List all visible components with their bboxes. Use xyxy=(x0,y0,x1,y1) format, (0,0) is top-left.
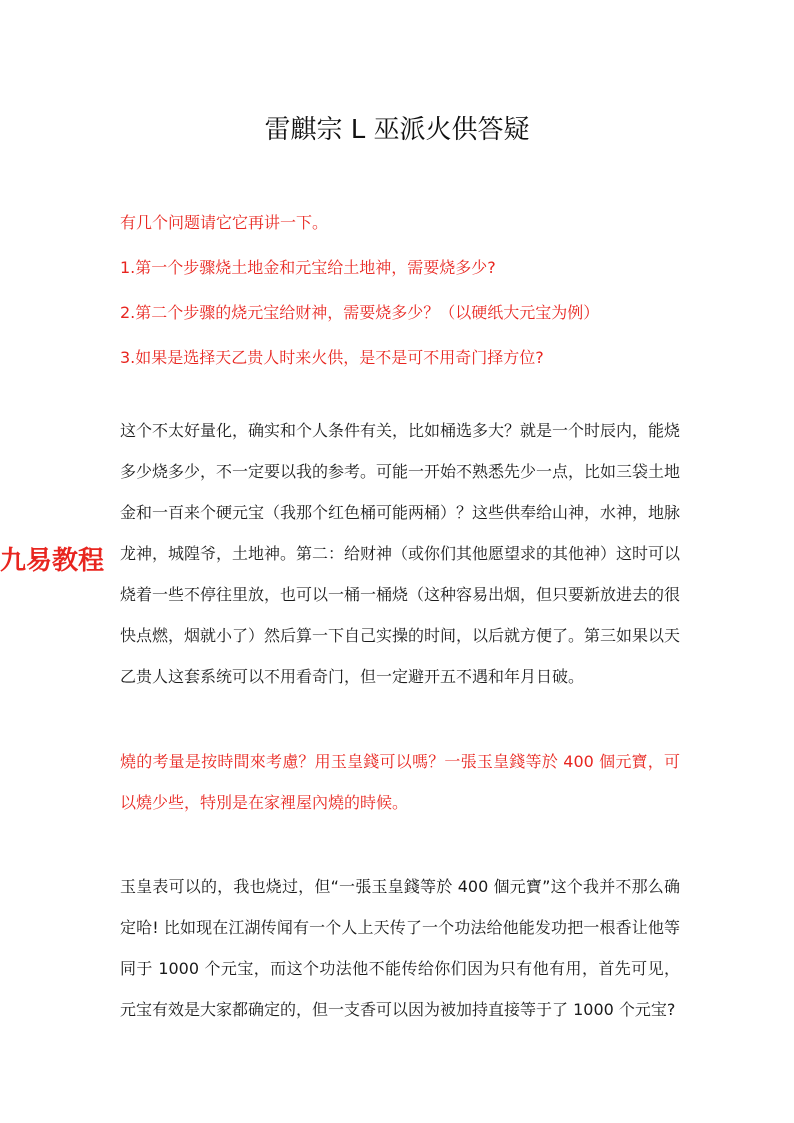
question-item-3: 3.如果是选择天乙贵人时来火供，是不是可不用奇门择方位? xyxy=(120,348,544,367)
watermark-text: 九易教程 xyxy=(0,546,105,576)
question-item-1: 1.第一个步骤烧土地金和元宝给土地神，需要烧多少? xyxy=(120,258,496,277)
question-paragraph-2: 燒的考量是按時間來考慮？用玉皇錢可以嗎？一張玉皇錢等於 400 個元寶，可以燒少些，特別是在家裡屋內燒的時候。 xyxy=(120,752,680,812)
question-item-2: 2.第二个步骤的烧元宝给财神，需要烧多少？（以硬纸大元宝为例） xyxy=(120,303,600,322)
answer-paragraph-1: 这个不太好量化，确实和个人条件有关，比如桶选多大？就是一个时辰内，能烧多少烧多少，不一定要以我的参考。可能一开始不熟悉先少一点，比如三袋土地金和一百来个硬元宝（我那个红色桶可能两桶）？这些供奉给山神，水神，地脉龙神，城隍爷，土地神。第二：给财神（或你们其他愿望求的其他神）这时可以烧着一些不停往里放，也可以一桶一桶烧（这种容易出烟，但只要新放进去的很快点燃，烟就小了）然后算一下自己实操的时间，以后就方便了。第三如果以天乙贵人这套系统可以不用看奇门，但一定避开五不遇和年月日破。 xyxy=(120,421,681,686)
question-intro: 有几个问题请它它再讲一下。 xyxy=(120,213,329,232)
answer-paragraph-2: 玉皇表可以的，我也烧过，但“一張玉皇錢等於 400 個元寶”这个我并不那么确定哈! 比如现在江湖传闻有一个人上天传了一个功法给他能发功把一根香让他等同于 1000 个元宝，而这个功法他不能传给你们因为只有他有用，首先可见，元宝有效是大家都确定的，但一支香可以因为被加持直接等于了 1000 个元宝? xyxy=(120,877,680,1019)
question-list xyxy=(120,202,680,378)
document-title: 雷麒宗 L 巫派火供答疑 xyxy=(264,115,530,145)
